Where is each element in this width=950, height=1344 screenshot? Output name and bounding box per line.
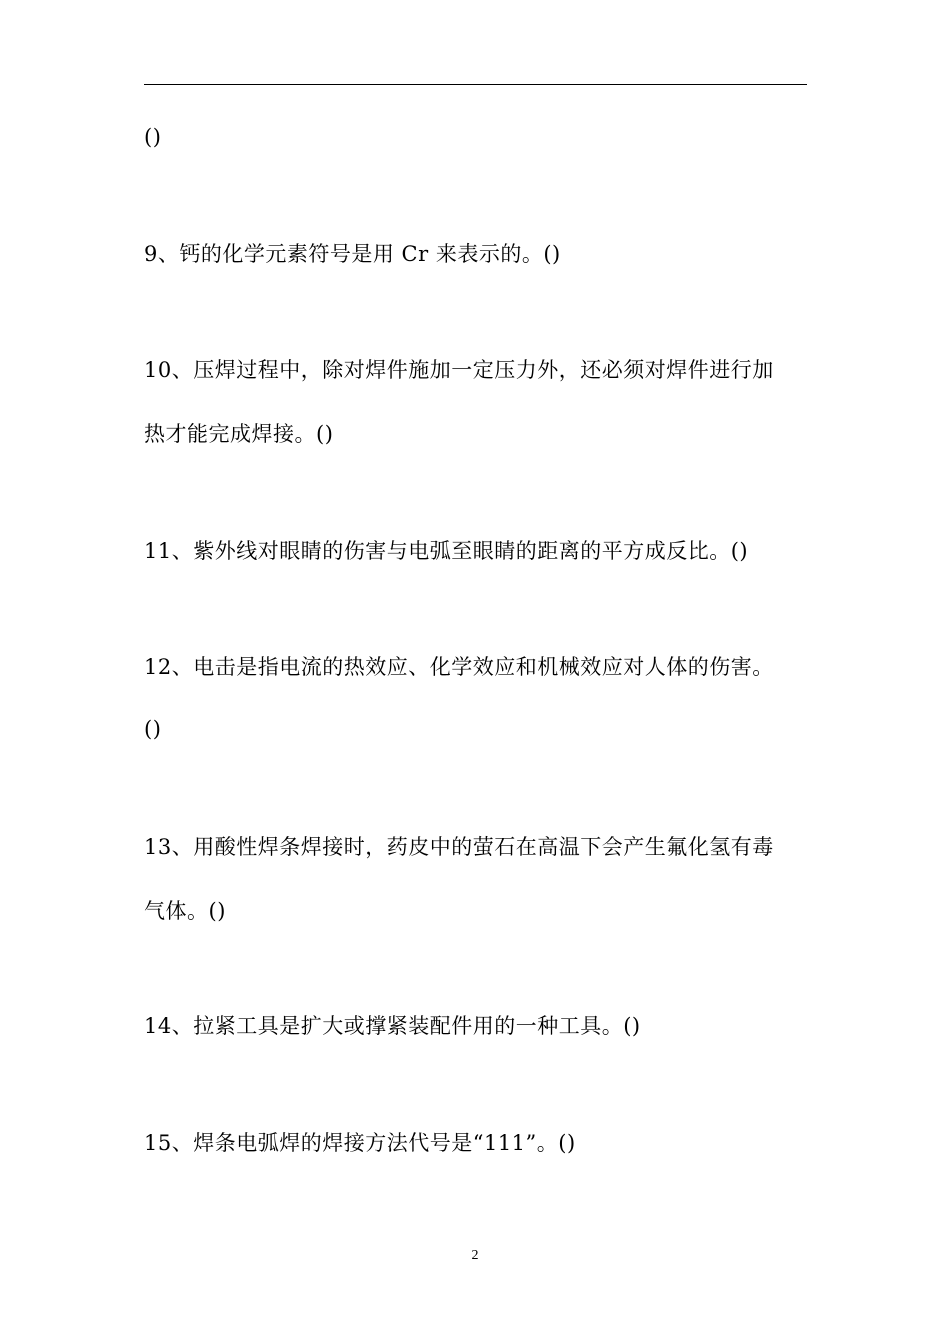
text-line: 14、拉紧工具是扩大或撑紧装配件用的一种工具。() bbox=[144, 1014, 641, 1038]
text-line: 12、电击是指电流的热效应、化学效应和机械效应对人体的伤害。 bbox=[144, 655, 774, 679]
text-line: 热才能完成焊接。() bbox=[144, 422, 334, 446]
text-line: 11、紫外线对眼睛的伤害与电弧至眼睛的距离的平方成反比。() bbox=[144, 539, 749, 563]
text-line: 气体。() bbox=[144, 899, 226, 923]
text-line: () bbox=[144, 717, 162, 741]
text-line: 13、用酸性焊条焊接时，药皮中的萤石在高温下会产生氟化氢有毒 bbox=[144, 835, 774, 859]
text-line: () bbox=[144, 125, 162, 149]
text-line: 10、压焊过程中，除对焊件施加一定压力外，还必须对焊件进行加 bbox=[144, 358, 774, 382]
text-line: 9、钙的化学元素符号是用 Cr 来表示的。() bbox=[144, 242, 561, 266]
text-line: 15、焊条电弧焊的焊接方法代号是“111”。() bbox=[144, 1131, 576, 1155]
page-number: 2 bbox=[471, 1248, 479, 1263]
header-rule bbox=[144, 84, 807, 85]
